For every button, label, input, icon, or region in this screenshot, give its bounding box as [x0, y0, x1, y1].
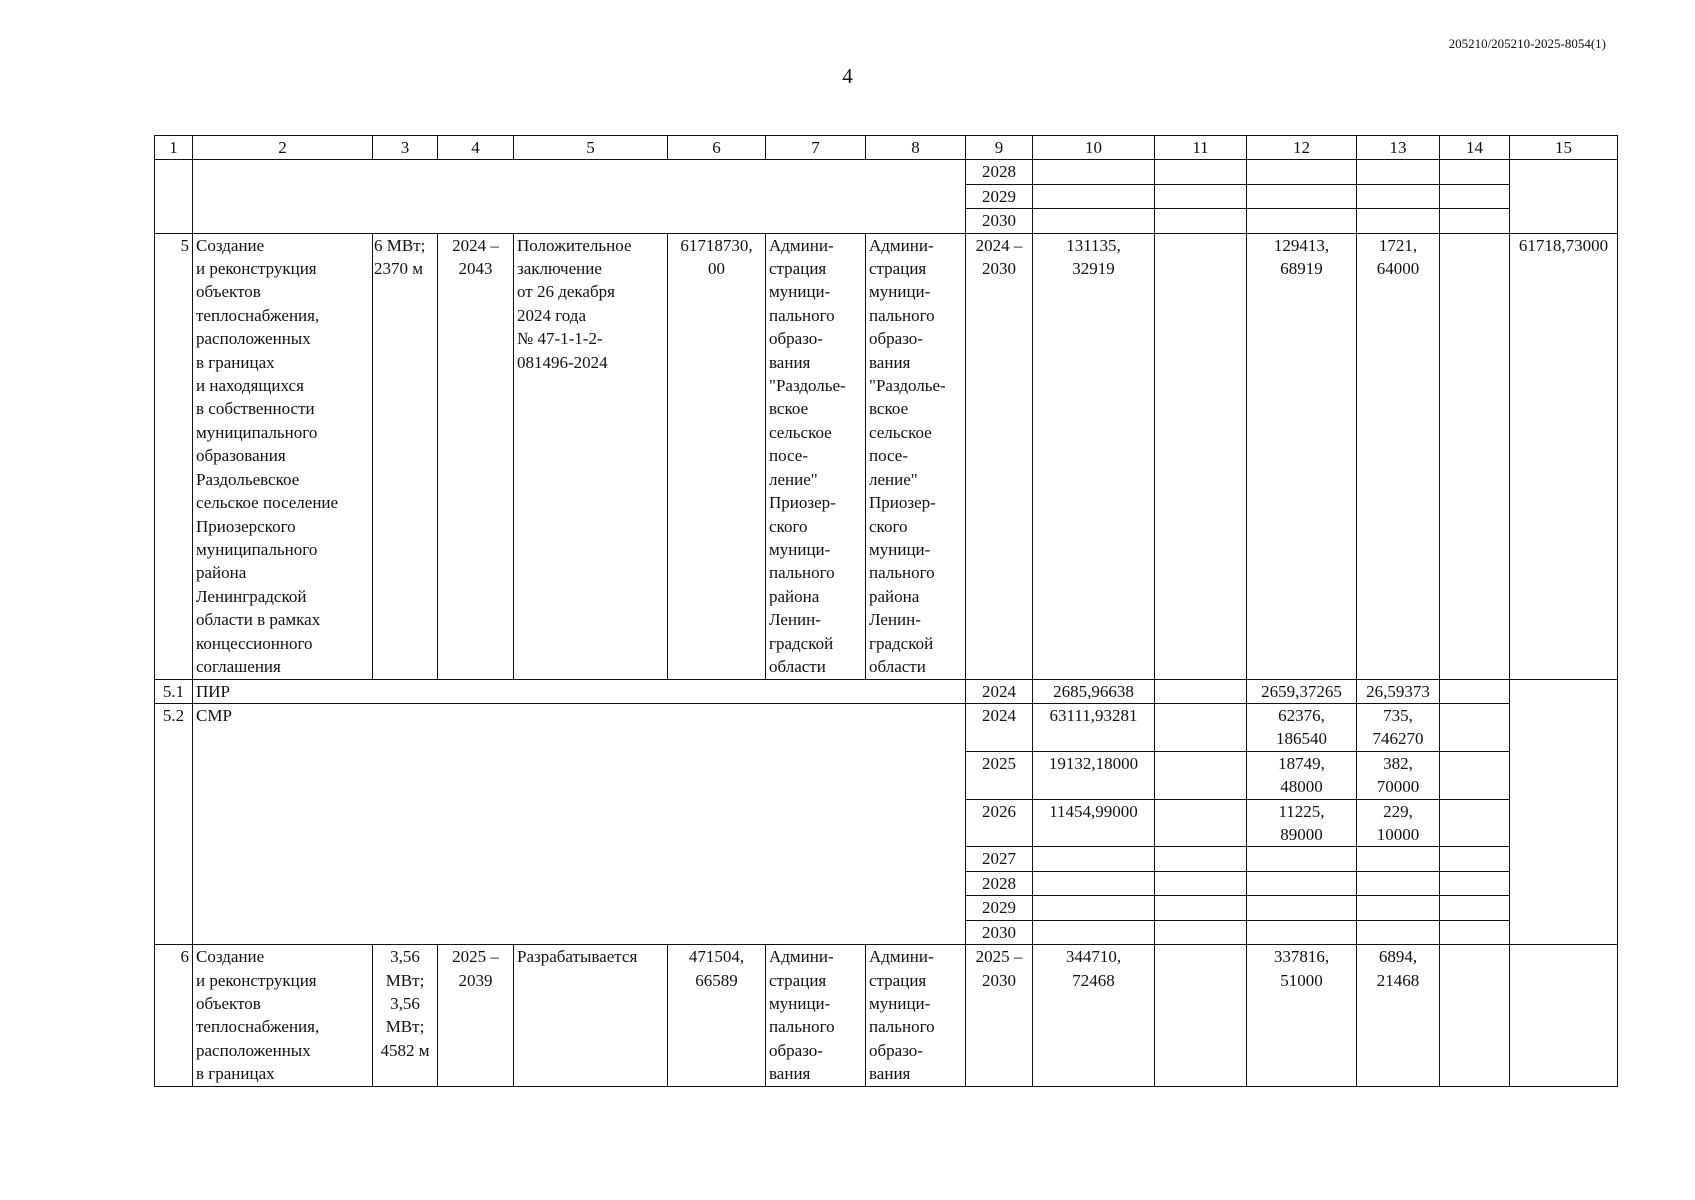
col13-cell: 26,59373: [1357, 679, 1440, 703]
document-number: 205210/205210-2025-8054(1): [1448, 36, 1606, 51]
total-cell: 19132,18000: [1033, 751, 1155, 799]
year-cell: 2030: [966, 920, 1033, 944]
object-name: СМР: [193, 704, 966, 945]
column-number: 3: [373, 136, 438, 160]
col12-cell: 62376, 186540: [1247, 704, 1357, 752]
page-number: 4: [842, 64, 853, 88]
col12-cell: 11225, 89000: [1247, 799, 1357, 847]
table-row: [155, 704, 1618, 752]
row-number: 5.1: [155, 679, 193, 703]
data-table: [154, 135, 1618, 1087]
column-number: 9: [966, 136, 1033, 160]
column-number: 1: [155, 136, 193, 160]
table-row: [155, 160, 1618, 184]
col12-cell: [1247, 896, 1357, 920]
column-number: 10: [1033, 136, 1155, 160]
col13-cell: [1357, 896, 1440, 920]
customer-cell: Админи- страция муници- пального образо- вания "Раздолье- вское сельское посе- ление" Приозер- ского муници- пального района Ленин- градской области: [766, 233, 866, 679]
column-number: 8: [866, 136, 966, 160]
col12-cell: 2659,37265: [1247, 679, 1357, 703]
col13-cell: [1357, 920, 1440, 944]
col13-cell: 735, 746270: [1357, 704, 1440, 752]
total-cell: 63111,93281: [1033, 704, 1155, 752]
total-cell: 131135, 32919: [1033, 233, 1155, 679]
total-cell: [1033, 920, 1155, 944]
capacity-cell: 3,56 МВт; 3,56 МВт; 4582 м: [373, 945, 438, 1086]
column-number: 14: [1440, 136, 1510, 160]
year-cell: 2027: [966, 847, 1033, 871]
column-number: 11: [1155, 136, 1247, 160]
customer-cell: Админи- страция муници- пального образо- вания: [766, 945, 866, 1086]
col12-cell: [1247, 871, 1357, 895]
row-number: 5: [155, 233, 193, 679]
row-number: 6: [155, 945, 193, 1086]
column-number: 12: [1247, 136, 1357, 160]
object-name: ПИР: [193, 679, 966, 703]
year-cell: 2028: [966, 871, 1033, 895]
col12-cell: 129413, 68919: [1247, 233, 1357, 679]
column-number: 2: [193, 136, 373, 160]
cost-cell: 61718730, 00: [668, 233, 766, 679]
col13-cell: 1721, 64000: [1357, 233, 1440, 679]
col13-cell: 229, 10000: [1357, 799, 1440, 847]
col13-cell: [1357, 847, 1440, 871]
total-cell: 344710, 72468: [1033, 945, 1155, 1086]
col12-cell: 337816, 51000: [1247, 945, 1357, 1086]
total-cell: [1033, 847, 1155, 871]
object-name: Создание и реконструкция объектов теплоснабжения, расположенных в границах: [193, 945, 373, 1086]
total-cell: 11454,99000: [1033, 799, 1155, 847]
column-number: 4: [438, 136, 514, 160]
column-number: 6: [668, 136, 766, 160]
column-number: 15: [1510, 136, 1618, 160]
capacity-cell: 6 МВт; 2370 м: [373, 233, 438, 679]
year-cell: 2030: [966, 209, 1033, 233]
row-number: 5.2: [155, 704, 193, 945]
column-number: 7: [766, 136, 866, 160]
table-row: [155, 233, 1618, 679]
period-cell: 2024 – 2043: [438, 233, 514, 679]
total-cell: [1033, 871, 1155, 895]
year-cell: 2026: [966, 799, 1033, 847]
year-cell: 2029: [966, 184, 1033, 208]
col13-cell: 6894, 21468: [1357, 945, 1440, 1086]
total-cell: 2685,96638: [1033, 679, 1155, 703]
years-cell: 2025 – 2030: [966, 945, 1033, 1086]
developer-cell: Админи- страция муници- пального образо- вания "Раздолье- вское сельское посе- ление" Приозер- ского муници- пального района Ленин- градской области: [866, 233, 966, 679]
total-cell: [1033, 896, 1155, 920]
object-name: Создание и реконструкция объектов теплоснабжения, расположенных в границах и находящихся в собственности муниципального образования Раздольевское сельское поселение Приозерского муниципального района Ленинградской области в рамках концессионного соглашения: [193, 233, 373, 679]
table-row: [155, 945, 1618, 1086]
col12-cell: [1247, 920, 1357, 944]
developer-cell: Админи- страция муници- пального образо- вания: [866, 945, 966, 1086]
year-cell: 2025: [966, 751, 1033, 799]
year-cell: 2029: [966, 896, 1033, 920]
col15-cell: 61718,73000: [1510, 233, 1618, 679]
column-number: 13: [1357, 136, 1440, 160]
col12-cell: [1247, 847, 1357, 871]
expertise-cell: Положительное заключение от 26 декабря 2024 года № 47-1-1-2- 081496-2024: [514, 233, 668, 679]
table-row: [155, 679, 1618, 703]
years-cell: 2024 – 2030: [966, 233, 1033, 679]
col13-cell: [1357, 871, 1440, 895]
cost-cell: 471504, 66589: [668, 945, 766, 1086]
year-cell: 2024: [966, 704, 1033, 752]
column-number: 5: [514, 136, 668, 160]
column-numbers-row: [155, 136, 1618, 160]
year-cell: 2024: [966, 679, 1033, 703]
col14-cell: [1440, 233, 1510, 679]
col11-cell: [1155, 233, 1247, 679]
expertise-cell: Разрабатывается: [514, 945, 668, 1086]
year-cell: 2028: [966, 160, 1033, 184]
col12-cell: 18749, 48000: [1247, 751, 1357, 799]
period-cell: 2025 – 2039: [438, 945, 514, 1086]
col13-cell: 382, 70000: [1357, 751, 1440, 799]
